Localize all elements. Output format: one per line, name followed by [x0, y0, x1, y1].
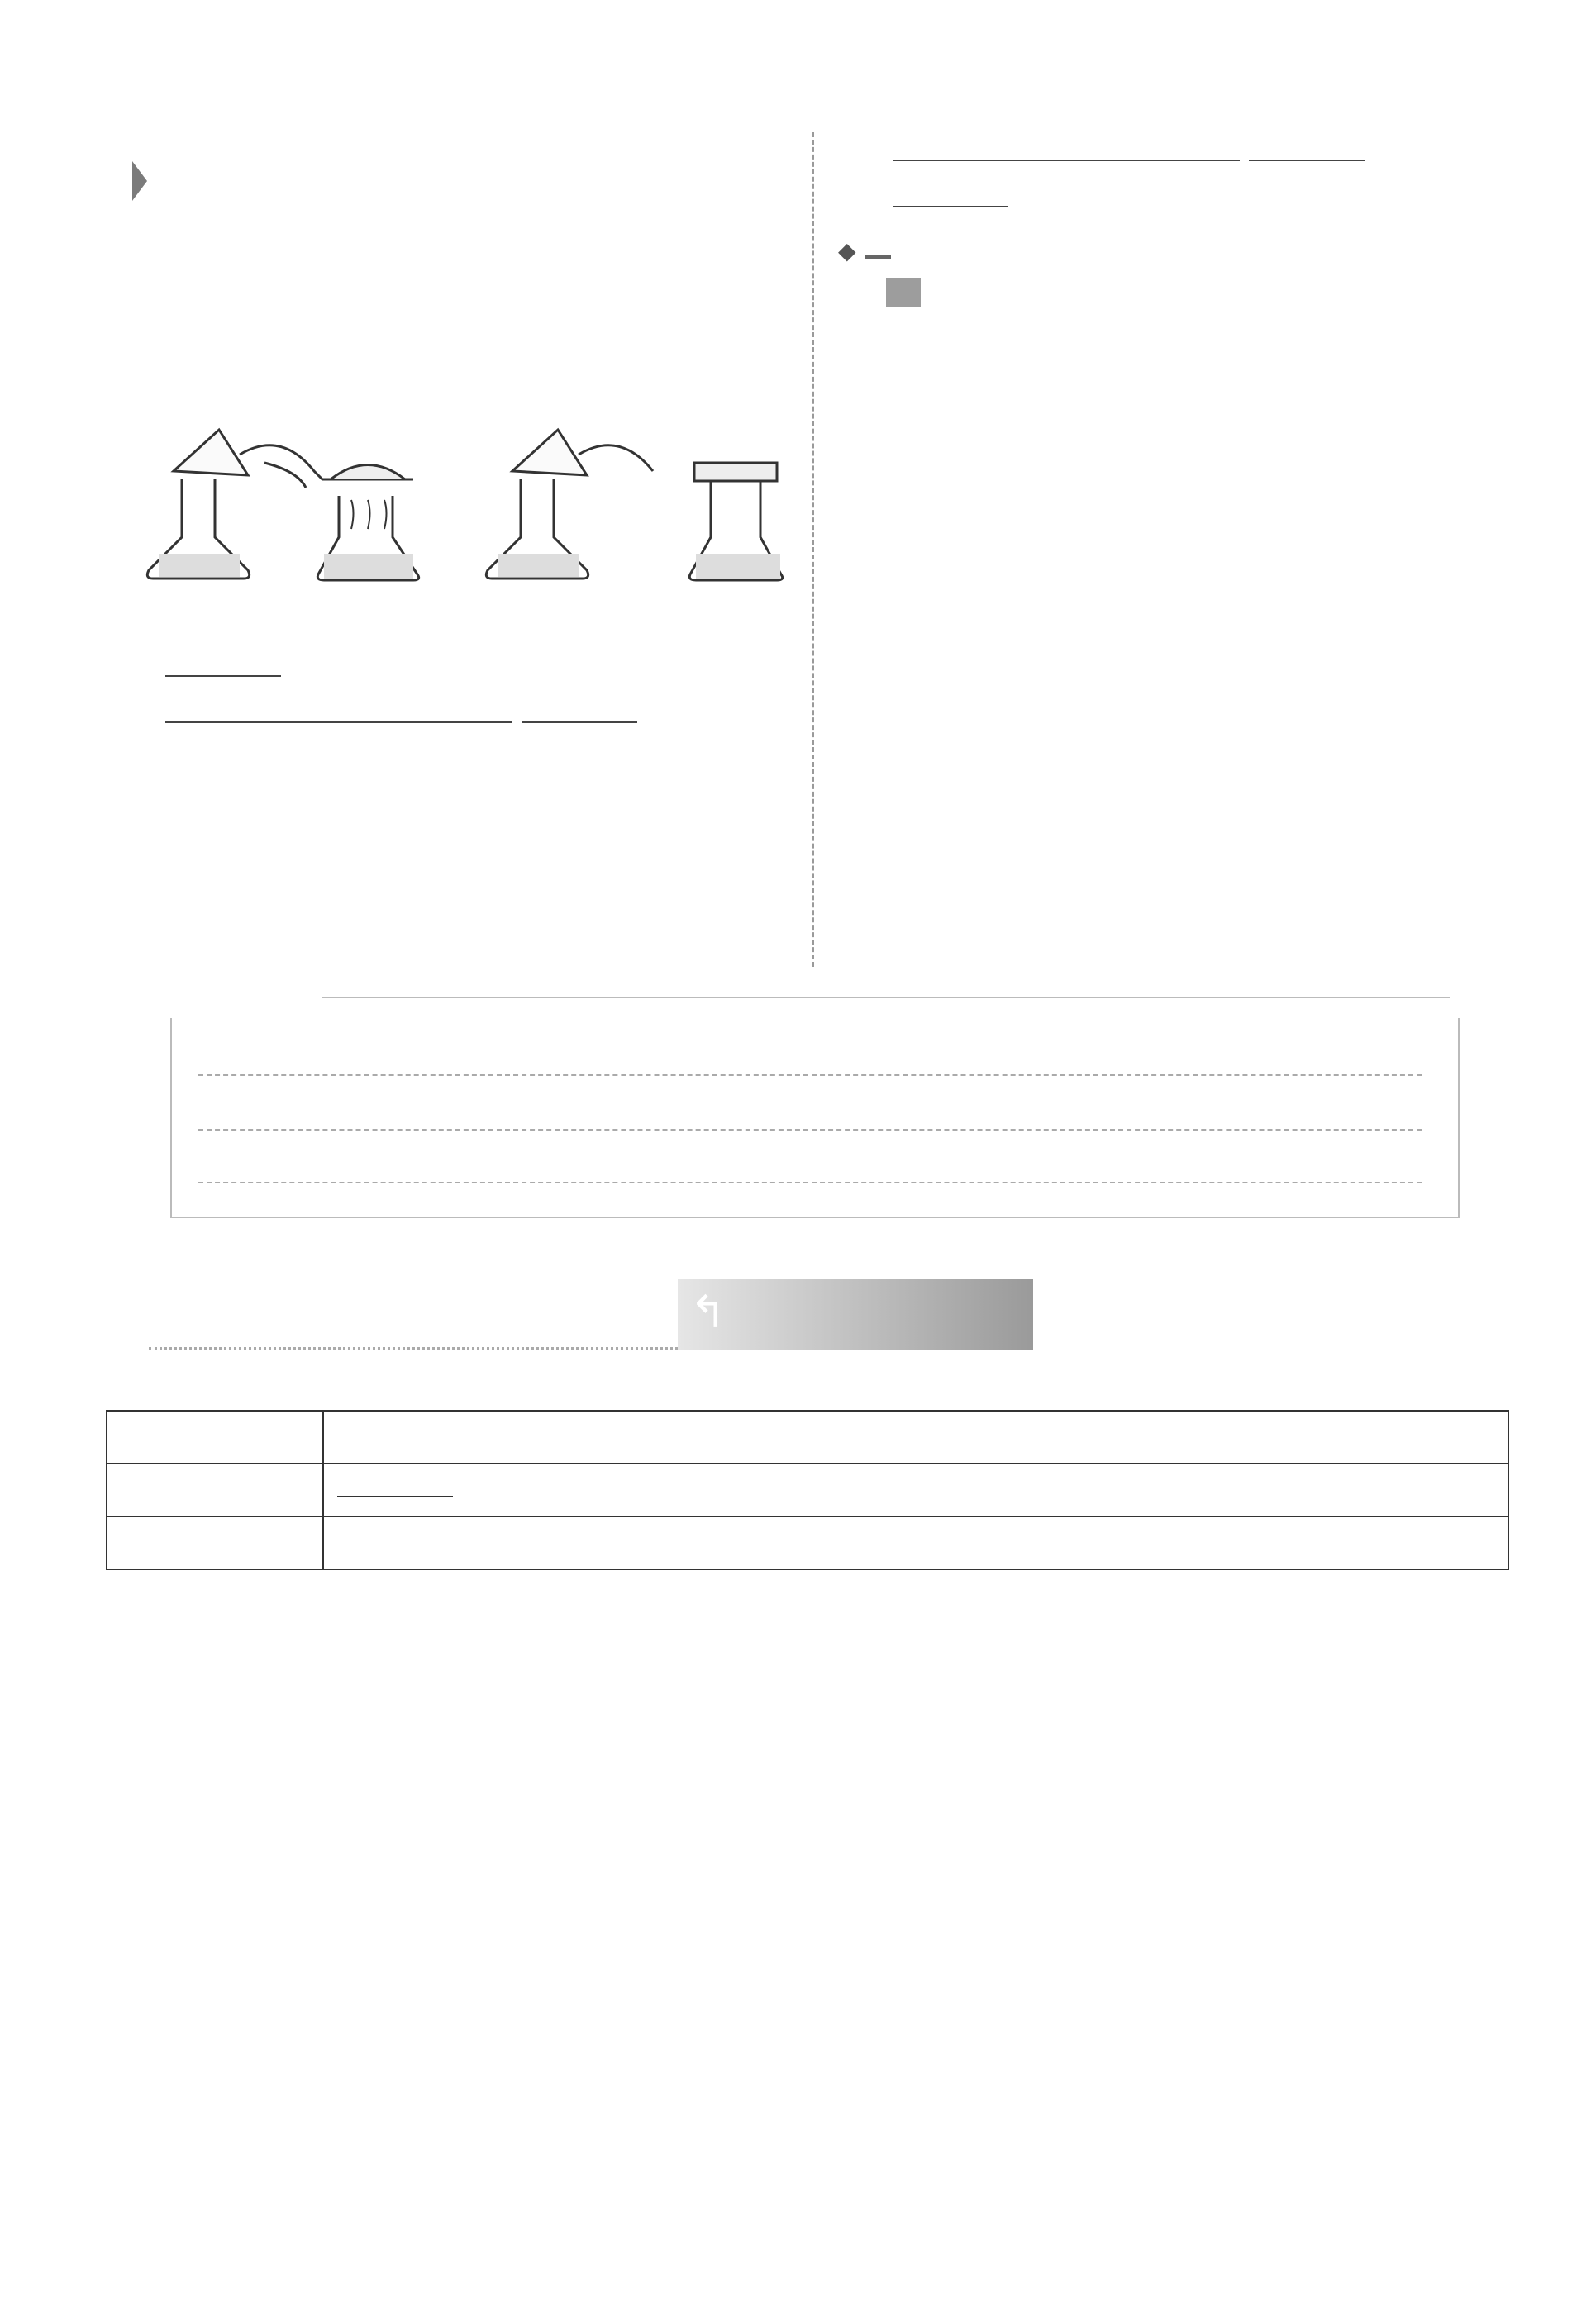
table-value-cell	[323, 1411, 1508, 1464]
concl-answer[interactable]	[893, 206, 1008, 207]
table-value-cell	[323, 1464, 1508, 1516]
phen-answer-1[interactable]	[165, 721, 281, 723]
beaker-a-icon	[174, 430, 248, 475]
answer-icon	[886, 278, 921, 307]
banner-icon: ↰	[689, 1286, 727, 1338]
phen-answer-2[interactable]	[281, 721, 397, 723]
table-row	[107, 1411, 1508, 1464]
table-value-cell[interactable]	[323, 1516, 1508, 1569]
disc-answer-1[interactable]	[893, 160, 1008, 161]
phenomenon	[111, 691, 797, 737]
backup-answer	[838, 278, 1516, 325]
table-head-cell	[107, 1411, 323, 1464]
task-header	[111, 129, 157, 175]
reflection-line-2	[198, 1129, 1422, 1131]
discussion	[838, 129, 1516, 175]
left-column-bottom	[111, 645, 797, 737]
actual-time-blank[interactable]	[337, 1496, 453, 1497]
guess-line	[111, 645, 797, 691]
table-head-cell	[107, 1516, 323, 1569]
column-divider	[812, 132, 814, 967]
reflection-top-line	[322, 997, 1450, 998]
banner-line	[149, 1347, 678, 1350]
disc-answer-3a[interactable]	[1124, 160, 1240, 161]
reflection-line-3	[198, 1182, 1422, 1183]
phen-answer-3a[interactable]	[397, 721, 512, 723]
table-head-cell	[107, 1464, 323, 1516]
reflection-line-1	[198, 1074, 1422, 1076]
dish-b-icon	[694, 463, 777, 481]
disc-answer-2[interactable]	[1008, 160, 1124, 161]
table-row	[107, 1464, 1508, 1516]
ice-dish-icon	[331, 465, 405, 480]
reflection-box	[170, 1018, 1460, 1218]
guess-answer[interactable]	[165, 675, 281, 677]
table-row	[107, 1516, 1508, 1569]
experiment-figure	[141, 413, 785, 603]
backup-title	[865, 255, 891, 259]
requirement-table	[106, 1410, 1509, 1570]
beaker-b-icon	[512, 430, 587, 475]
phen-answer-3b[interactable]	[522, 721, 637, 723]
right-column-top	[838, 129, 1516, 325]
disc-answer-3b[interactable]	[1249, 160, 1365, 161]
backup-header	[838, 226, 1516, 274]
diamond-icon: ◆	[838, 237, 856, 264]
layered-banner	[678, 1279, 1033, 1350]
conclusion	[838, 175, 1516, 221]
